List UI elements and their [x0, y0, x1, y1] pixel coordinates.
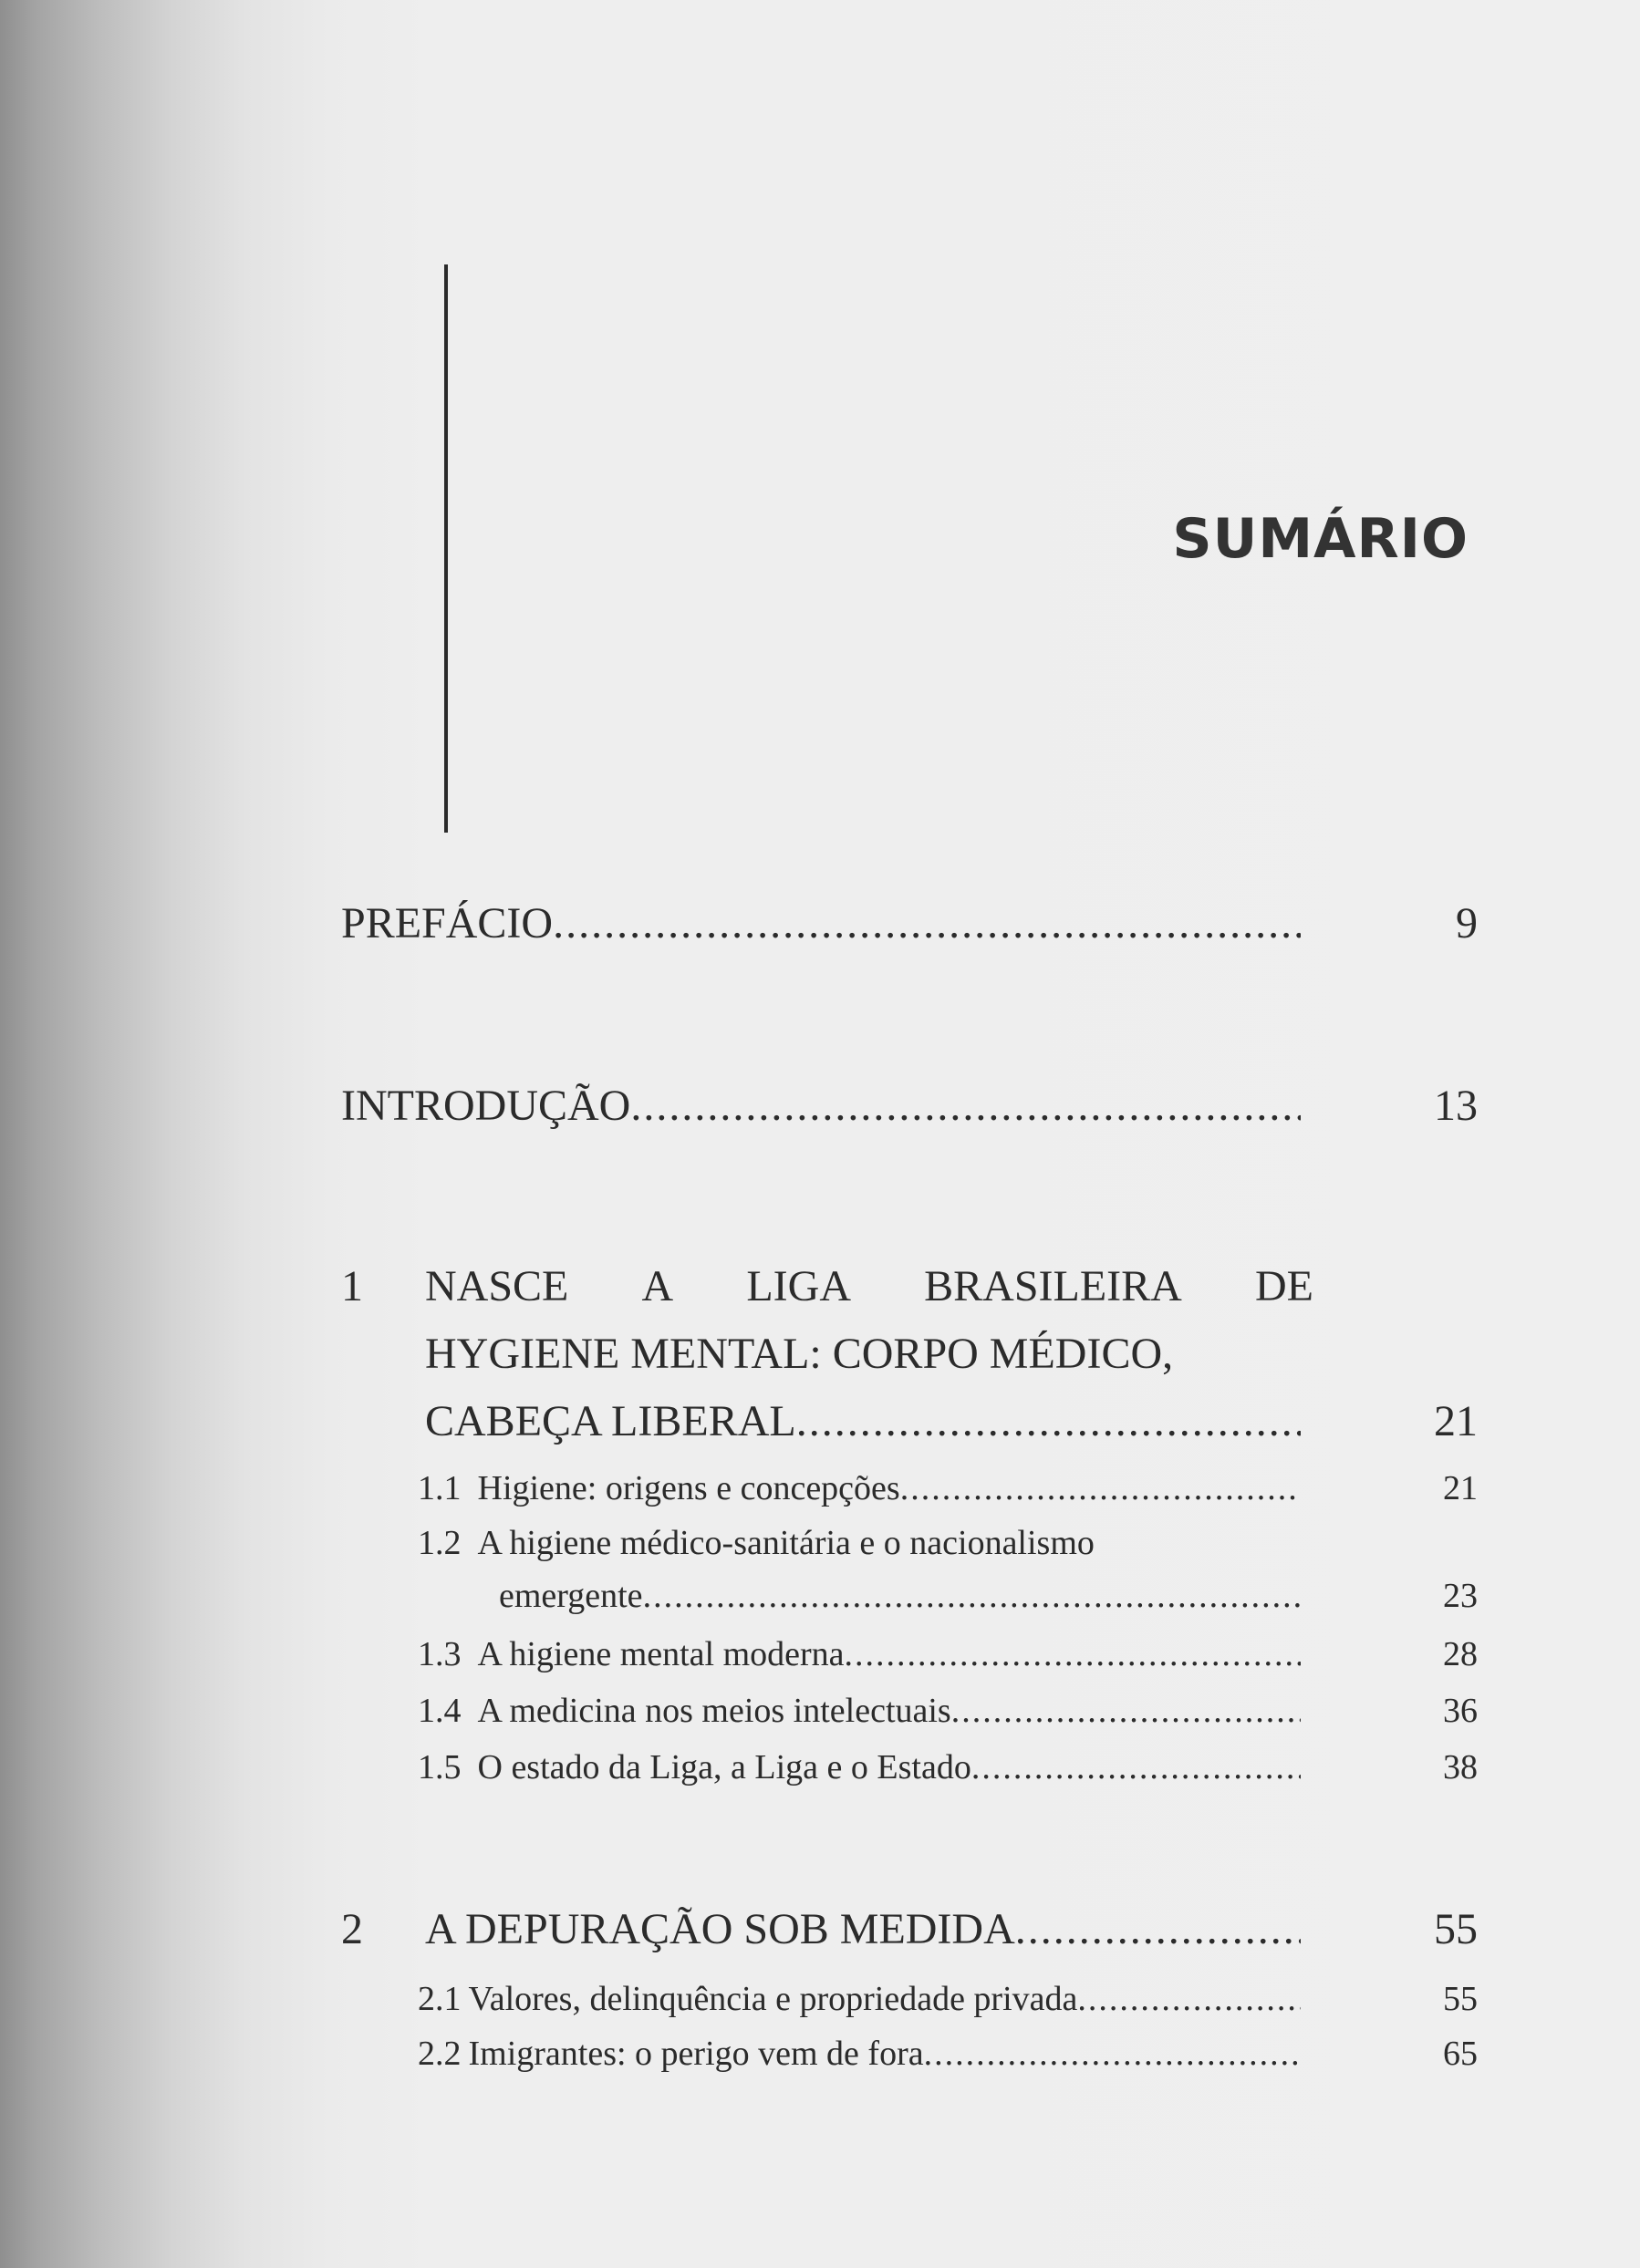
toc-page-number: 21: [1443, 1469, 1478, 1507]
toc-label: Valores, delinquência e propriedade privada: [468, 1980, 1078, 2018]
chapter-title-line-2: HYGIENE MENTAL: CORPO MÉDICO,: [425, 1330, 1174, 1378]
chapter-title-word: LIGA: [746, 1262, 851, 1310]
leader-dots: [630, 1081, 1301, 1131]
leader-dots: [951, 1691, 1301, 1731]
section-number: 1.5: [418, 1748, 462, 1786]
leader-dots: [796, 1396, 1301, 1446]
toc-page-number: 13: [1434, 1082, 1478, 1130]
section-number: 1.3: [418, 1635, 462, 1673]
toc-page-number: 21: [1434, 1397, 1478, 1445]
leader-dots: [900, 1468, 1301, 1508]
section-number: 1.2: [418, 1524, 462, 1562]
chapter-number: 2: [341, 1905, 363, 1953]
toc-page-number: 36: [1443, 1692, 1478, 1730]
section-number: 1.1: [418, 1469, 462, 1507]
chapter-title-word: DE: [1254, 1262, 1313, 1310]
toc-page-number: 55: [1434, 1905, 1478, 1953]
leader-dots: [845, 1634, 1301, 1674]
toc-section-1-5[interactable]: [418, 1747, 1478, 1811]
toc-entry-prefacio[interactable]: [341, 898, 1478, 962]
page-title: SUMÁRIO: [1172, 507, 1469, 571]
toc-section-2-2[interactable]: [418, 2034, 1478, 2097]
decorative-vertical-rule: [444, 264, 448, 833]
toc-entry-introducao[interactable]: [341, 1081, 1478, 1144]
chapter-title-word: NASCE: [425, 1262, 569, 1310]
toc-page-number: 38: [1443, 1748, 1478, 1786]
toc-label: Imigrantes: o perigo vem de fora: [468, 2035, 924, 2073]
leader-dots: [643, 1576, 1301, 1616]
toc-label: Higiene: origens e concepções: [477, 1469, 900, 1507]
leader-dots: [1077, 1979, 1301, 2019]
leader-dots: [924, 2034, 1301, 2074]
toc-label: CABEÇA LIBERAL: [425, 1397, 796, 1445]
toc-label: A DEPURAÇÃO SOB MEDIDA: [425, 1905, 1015, 1953]
chapter-title-word: A: [641, 1262, 674, 1310]
toc-entry-chapter-1[interactable]: [425, 1396, 1478, 1460]
toc-label: PREFÁCIO: [341, 899, 554, 948]
toc-page-number: 65: [1443, 2035, 1478, 2073]
toc-label: O estado da Liga, a Liga e o Estado: [477, 1748, 971, 1786]
chapter-title-line-1: [425, 1261, 1313, 1311]
section-number: 2.2: [418, 2035, 462, 2073]
toc-label: A higiene mental moderna: [477, 1635, 845, 1673]
chapter-title-word: BRASILEIRA: [924, 1262, 1182, 1310]
toc-label: A medicina nos meios intelectuais: [477, 1692, 951, 1730]
toc-entry-chapter-2[interactable]: [425, 1904, 1478, 1968]
leader-dots: [553, 898, 1301, 948]
chapter-number: 1: [341, 1262, 363, 1310]
section-number: 2.1: [418, 1980, 462, 2018]
toc-label: INTRODUÇÃO: [341, 1082, 631, 1130]
leader-dots: [1015, 1904, 1301, 1954]
toc-section-1-2-continued[interactable]: [499, 1576, 1478, 1640]
toc-page-number: 9: [1456, 899, 1478, 948]
toc-section-1-3[interactable]: [418, 1634, 1478, 1698]
toc-page-number: 28: [1443, 1635, 1478, 1673]
toc-page-number: 55: [1443, 1980, 1478, 2018]
toc-page-number: 23: [1443, 1577, 1478, 1615]
toc-label-line-2: emergente: [499, 1577, 643, 1615]
toc-label-line-1: A higiene médico-sanitária e o nacionalismo: [477, 1524, 1095, 1562]
section-number: 1.4: [418, 1692, 462, 1730]
leader-dots: [971, 1747, 1301, 1787]
toc-section-1-4[interactable]: [418, 1691, 1478, 1755]
